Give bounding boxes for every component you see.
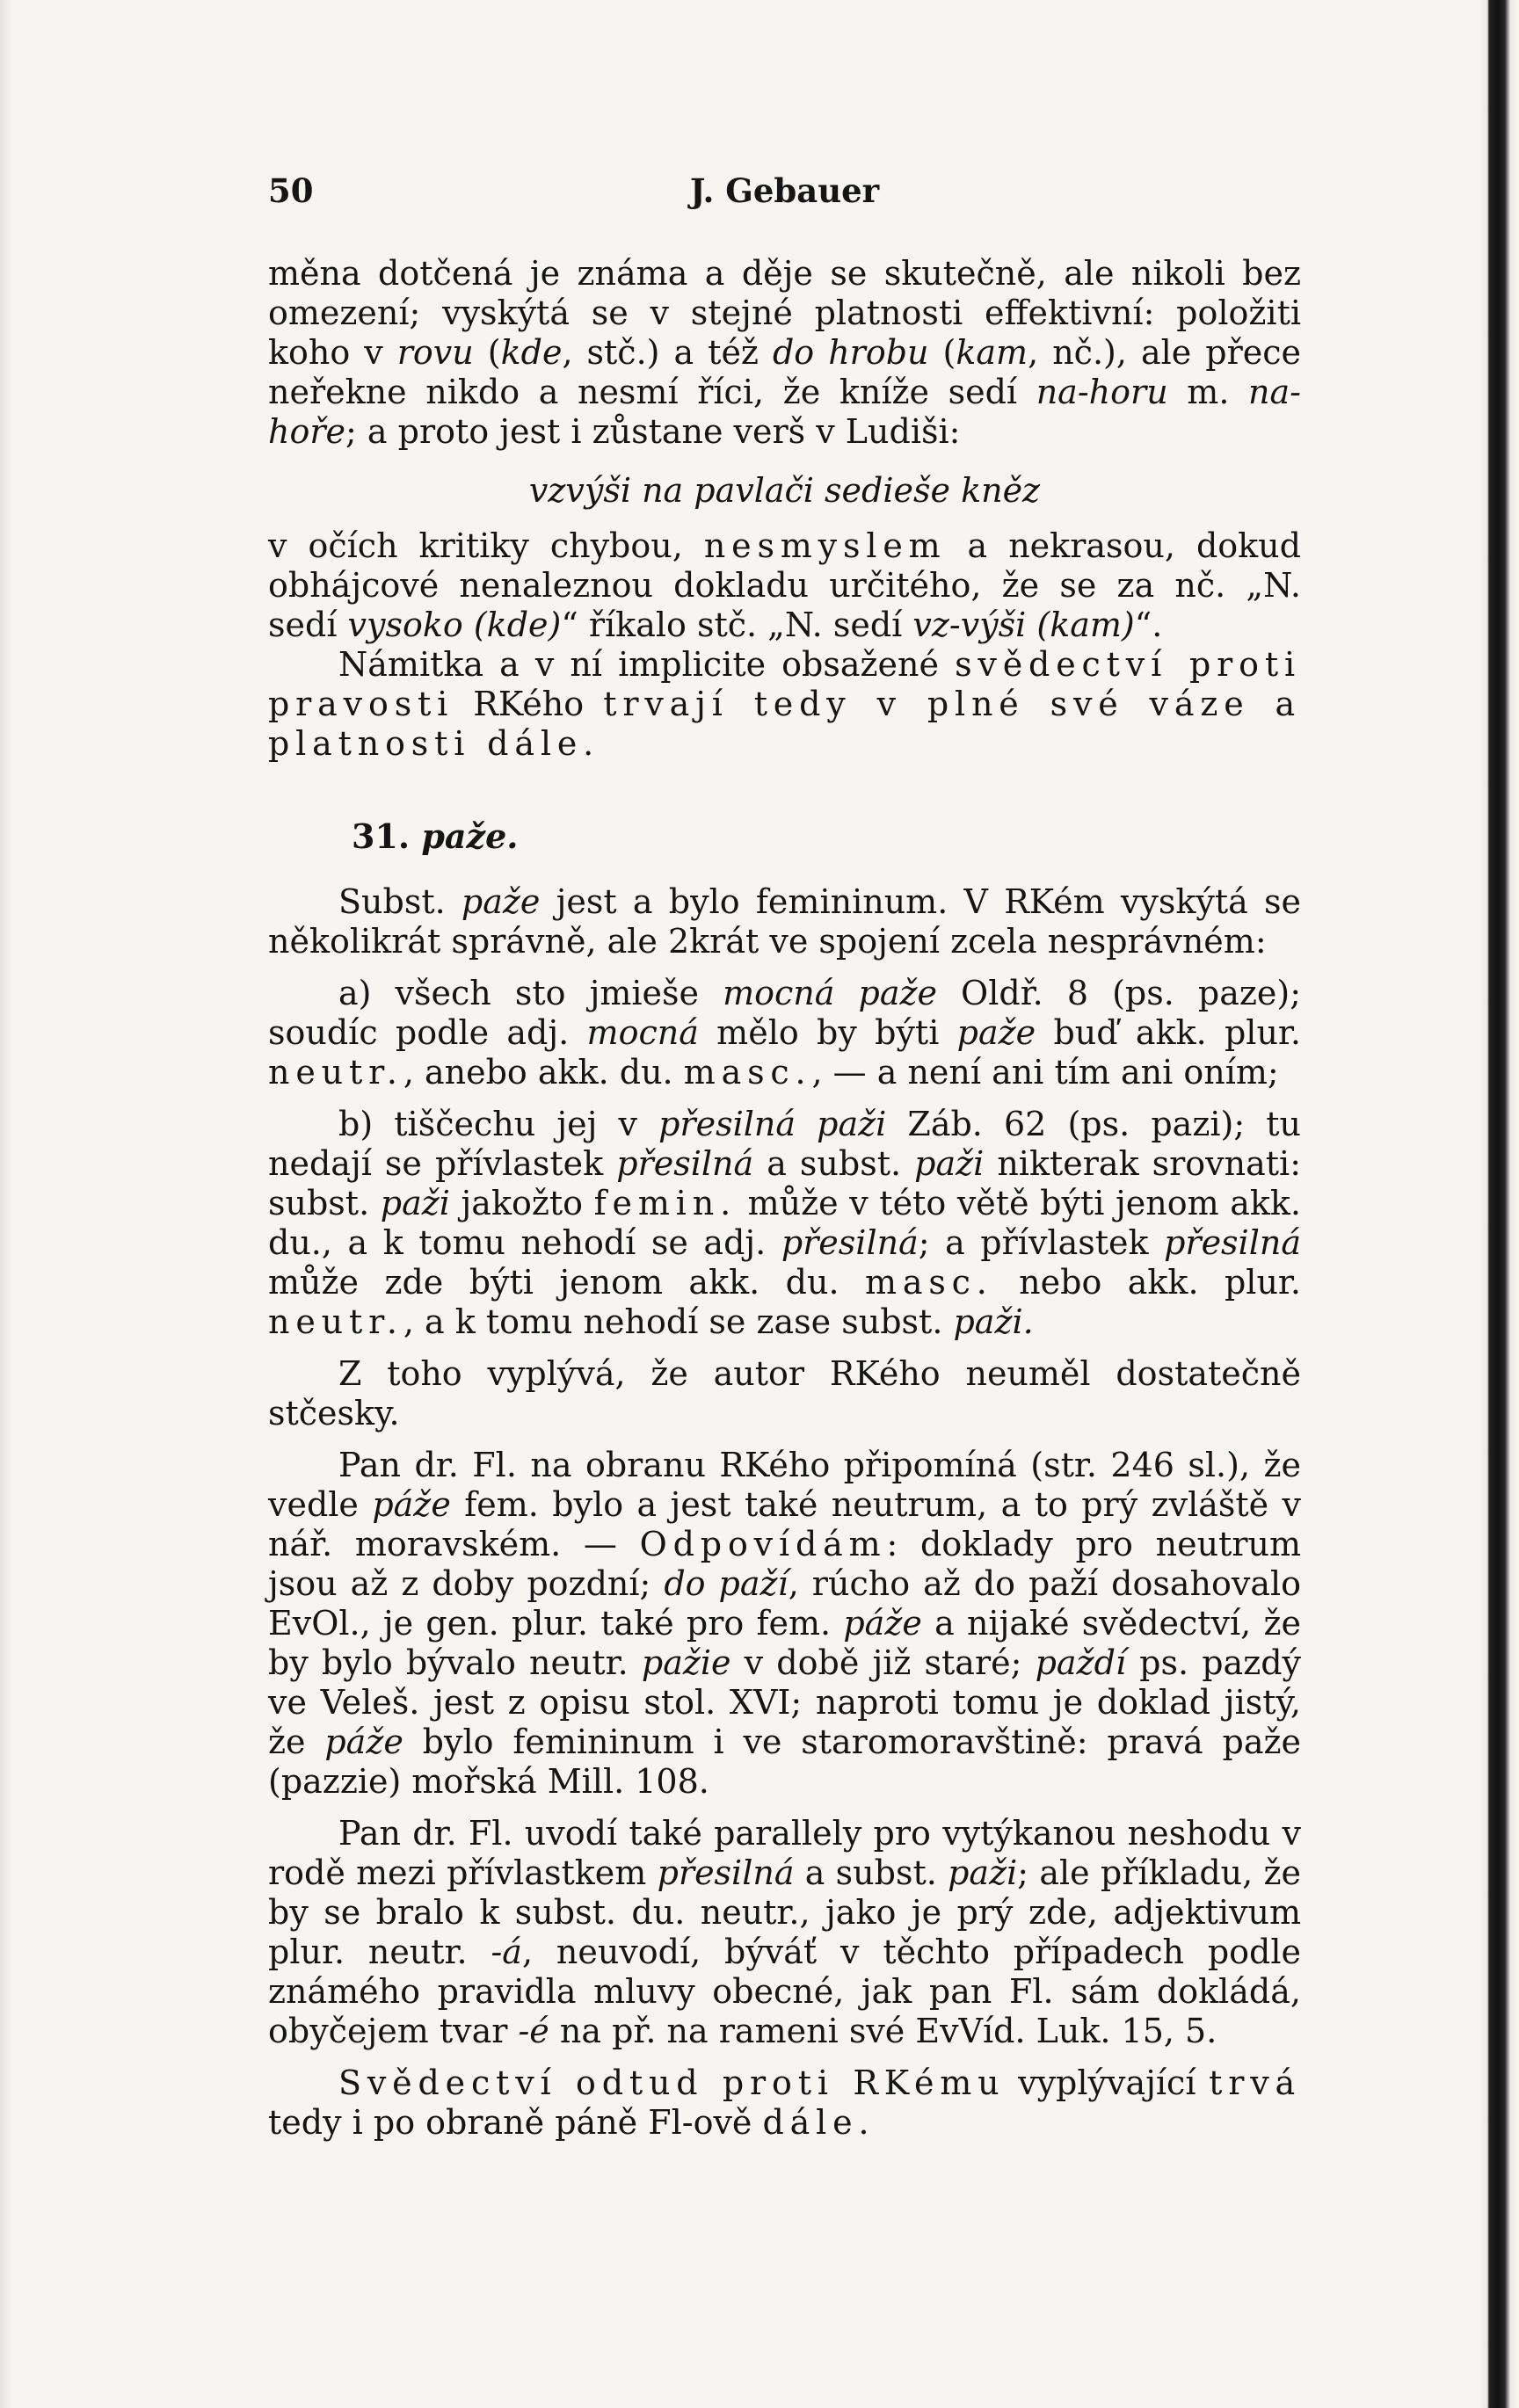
paragraph-4: Subst. paže jest a bylo femininum. V RKém vyskýtá se několikrát správně, ale 2krát ve spojení zcela nesprávném: xyxy=(268,882,1301,961)
paragraph-7: Z toho vyplývá, že autor RKého neuměl dostatečně stčesky. xyxy=(268,1354,1301,1432)
book-binding-edge xyxy=(1480,0,1519,2408)
paragraph-9: Pan dr. Fl. uvodí také parallely pro vytýkanou neshodu v rodě mezi přívlastkem přesilná a subst. paži; ale příkladu, že by se bralo k subst. du. neutr., jako je prý zde, adjektivum plur. neutr. -á, neuvodí, býváť v těchto případech podle známého pravidla mluvy obecné, jak pan Fl. sám dokládá, obyčejem tvar -é na př. na rameni své EvVíd. Luk. 15, 5. xyxy=(268,1814,1301,2050)
book-page xyxy=(268,171,1301,2143)
page-shadow-left xyxy=(0,0,12,2408)
paragraph-5: a) všech sto jmieše mocná paže Oldř. 8 (ps. paze); soudíc podle adj. mocná mělo by býti paže buď akk. plur. neutr., anebo akk. du. masc., — a není ani tím ani oním; xyxy=(268,974,1302,1092)
section-heading xyxy=(268,816,1301,856)
page-header xyxy=(268,171,1301,215)
paragraph-1: měna dotčená je známa a děje se skutečně, ale nikoli bez omezení; vyskýtá se v stejné platnosti effektivní: položiti koho v rovu (kde, stč.) a též do hrobu (kam, nč.), ale přece neřekne nikdo a nesmí říci, že kníže sedí na-horu m. na-hoře; a proto jest i zůstane verš v Ludiši: xyxy=(268,254,1302,451)
verse-quote: vzvýši na pavlači sedieše kněz xyxy=(528,471,1041,510)
section-number: 31. xyxy=(352,816,411,856)
paragraph-2: v očích kritiky chybou, nesmyslem a nekrasou, dokud obhájcové nenaleznou dokladu určitého, že se za nč. „N. sedí vysoko (kde)“ říkalo stč. „N. sedí vz-výši (kam)“. xyxy=(268,526,1301,644)
paragraph-3: Námitka a v ní implicite obsažené svědectví proti pravosti RKého trvají tedy v plné své váze a platnosti dále. xyxy=(268,645,1301,763)
paragraph-6: b) tiščechu jej v přesilná paži Záb. 62 (ps. pazi); tu nedají se přívlastek přesilná a subst. paži nikterak srovnati: subst. paži jakožto femin. může v této větě býti jenom akk. du., a k tomu nehodí se adj. přesilná; a přívlastek přesilná může zde býti jenom akk. du. masc. nebo akk. plur. neutr., a k tomu nehodí se zase subst. paži. xyxy=(268,1105,1302,1341)
section-title: paže. xyxy=(421,816,519,856)
paragraph-8: Pan dr. Fl. na obranu RKého připomíná (str. 246 sl.), že vedle páže fem. bylo a jest také neutrum, a to prý zvláště v nář. moravském. — Odpovídám: doklady pro neutrum jsou až z doby pozdní; do paží, rúcho až do paží dosahovalo EvOl., je gen. plur. také pro fem. páže a nijaké svědectví, že by bylo bývalo neutr. pažie v době již staré; paždí ps. pazdý ve Veleš. jest z opisu stol. XVI; naproti tomu je doklad jistý, že páže bylo femininum i ve staromoravštině: pravá paže (pazzie) mořská Mill. 108. xyxy=(268,1446,1302,1801)
running-head: J. Gebauer xyxy=(689,171,880,210)
page-number: 50 xyxy=(268,171,314,210)
paragraph-10: Svědectví odtud proti RKému vyplývající trvá tedy i po obraně páně Fl-ově dále. xyxy=(268,2063,1301,2142)
